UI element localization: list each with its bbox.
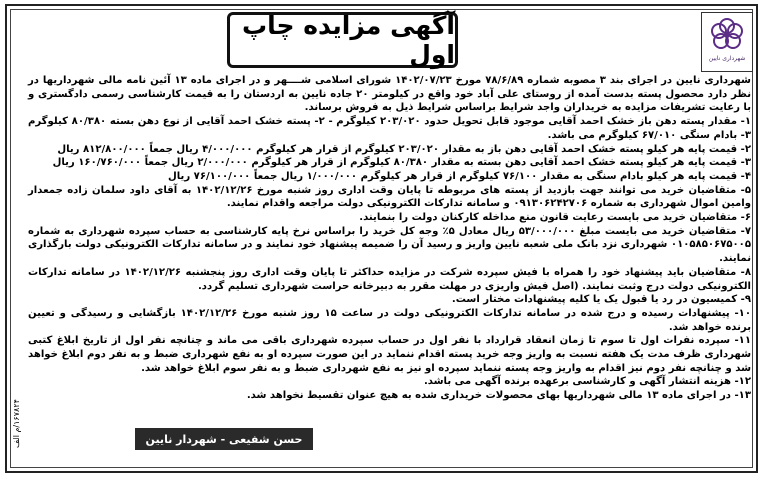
notice-item: ۵- متقاضیان خرید می توانند جهت بازدید از پسته های مربوطه تا پایان وقت اداری روز شنبه مورخ ۱۴۰۲/۱۲/۲۶ به آقای داود سلمان زاده جمعدار وامین اموال شهرداری به شماره ۰۹۱۳۰۶۲۴۲۷۰۶ و سامانه تدارکات الکترونیکی دولت مراجعه واقدام نمایند. <box>28 184 751 210</box>
notice-title-box <box>227 12 458 68</box>
notice-item: ۱- مقدار پسته دهن باز خشک احمد آقایی موجود قابل تحویل حدود ۲۰۳/۰۲۰ کیلوگرم - ۲- پسته خشک احمد آقایی از نوع دهن بسته ۸۰/۳۸۰ کیلوگرم ۳- بادام سنگی ۶۷/۰۱۰ کیلوگرم می باشد. <box>28 116 751 141</box>
notice-intro: شهرداری نایین در اجرای بند ۳ مصوبه شماره ۷۸/۶/۸۹ مورخ ۱۴۰۲/۰۷/۲۳ شورای اسلامی شــــهر و در اجرای ماده ۱۳ آئین نامه مالی شهرداریها در نظر دارد محصول پسته بدست آمده از روستای علی آباد خود واقع در کیلومتر ۲۰ جاده نایین به اردستان را به قیمت کارشناسی رسمی دادگستری و با رعایت تشریفات مزایده به خریداران واجد شرایط براساس شرایط ذیل به فروش برساند. <box>28 75 751 114</box>
signature-box <box>135 428 313 450</box>
notice-item: ۳- قیمت پایه هر کیلو پسته خشک احمد آقایی دهن بسته به مقدار ۸۰/۳۸۰ کیلوگرم از قرار هر کیلوگرم ۲/۰۰۰/۰۰۰ ریال جمعاً ۱۶۰/۷۶۰/۰۰۰ ریال <box>52 157 751 169</box>
notice-item: ۲- قیمت پایه هر کیلو پسته خشک احمد آقایی دهن باز به مقدار ۲۰۳/۰۲۰ کیلوگرم از قرار هر کیلوگرم ۴/۰۰۰/۰۰۰ ریال جمعاً ۸۱۲/۸۰۰/۰۰۰ ریال <box>57 143 751 155</box>
municipality-logo <box>701 12 753 72</box>
side-reference-code: ۱۶۷۸۲۴/م الف <box>12 399 21 449</box>
notice-body <box>28 74 751 403</box>
notice-item: ۶- متقاضیان خرید می بایست رعایت قانون منع مداخله کارکنان دولت را بنمایند. <box>359 212 751 224</box>
notice-item: ۸- متقاضیان باید پیشنهاد خود را همراه با فیش سپرده شرکت در مزایده حداکثر تا پایان وقت اداری روز پنجشنبه ۱۴۰۲/۱۲/۲۶ در سامانه تدارکات الکترونیکی دولت درج وثبت نمایند. (اصل فیش واریزی در مهلت مقرر به دبیرخانه حراست شهرداری تسلیم گردد. <box>28 266 751 292</box>
notice-item: ۱۳- در اجرای ماده ۱۳ مالی شهرداریها بهای محصولات خریداری شده به هیچ عنوان تقسیط نخواهد شد. <box>246 390 751 402</box>
notice-item: ۱۰- پیشنهادات رسیده و درج شده در سامانه تدارکات الکترونیکی دولت در ساعت ۱۵ روز شنبه مورخ ۱۴۰۲/۱۲/۲۶ بازگشایی و رسیدگی و تعیین برنده خواهد شد. <box>28 307 751 333</box>
notice-item: ۷- متقاضیان خرید می بایست مبلغ ۵۳/۰۰۰/۰۰۰ ریال معادل ۵٪ وجه کل خرید را براساس نرخ پایه کارشناسی به حساب سپرده شهرداری به شماره ۰۱۰۵۸۵۰۶۷۵۰۰۵ شهرداری نزد بانک ملی شعبه نایین واریز و رسید آن را ضمیمه پیشنهاد خود نمایند و در سامانه تدارکات الکترونیکی دولت بارگذاری نمایند. <box>28 225 751 265</box>
notice-item: ۴- قیمت پایه هر کیلو بادام سنگی به مقدار ۷۶/۱۰۰ کیلوگرم از قرار هر کیلوگرم ۱/۰۰۰/۰۰۰ ریال جمعاً ۷۶/۱۰۰/۰۰۰ ریال <box>168 170 751 182</box>
signature-text: حسن شفیعی - شهردار نایین <box>145 432 303 446</box>
notice-item: ۹- کمیسیون در رد یا قبول یک یا کلیه پیشنهادات مختار است. <box>451 294 751 306</box>
notice-item: ۱۱- سپرده نفرات اول تا سوم تا زمان انعقاد قرارداد با نفر اول در حساب سپرده شهرداری باقی می ماند و چنانچه نفر اول از تاریخ ابلاغ کتبی شهرداری ظرف مدت یک هفته نسبت به واریز وجه خرید پسته اقدام ننماید در این صورت سپرده او به نفع شهرداری ضبط و به نفر دوم ابلاغ خواهد شد و چنانچه نفر دوم نیز اقدام به واریز وجه پسته ننماید سپرده او نیز به نفع شهرداری ضبط و به نفر سوم ابلاغ خواهد شد. <box>28 335 751 374</box>
notice-item: ۱۲- هزینه انتشار آگهی و کارشناسی برعهده برنده آگهی می باشد. <box>423 376 751 388</box>
flower-emblem-icon <box>708 16 746 54</box>
notice-title: آگهی مزایده چاپ اول <box>241 11 455 69</box>
logo-caption: شهرداری نایین <box>708 55 746 62</box>
